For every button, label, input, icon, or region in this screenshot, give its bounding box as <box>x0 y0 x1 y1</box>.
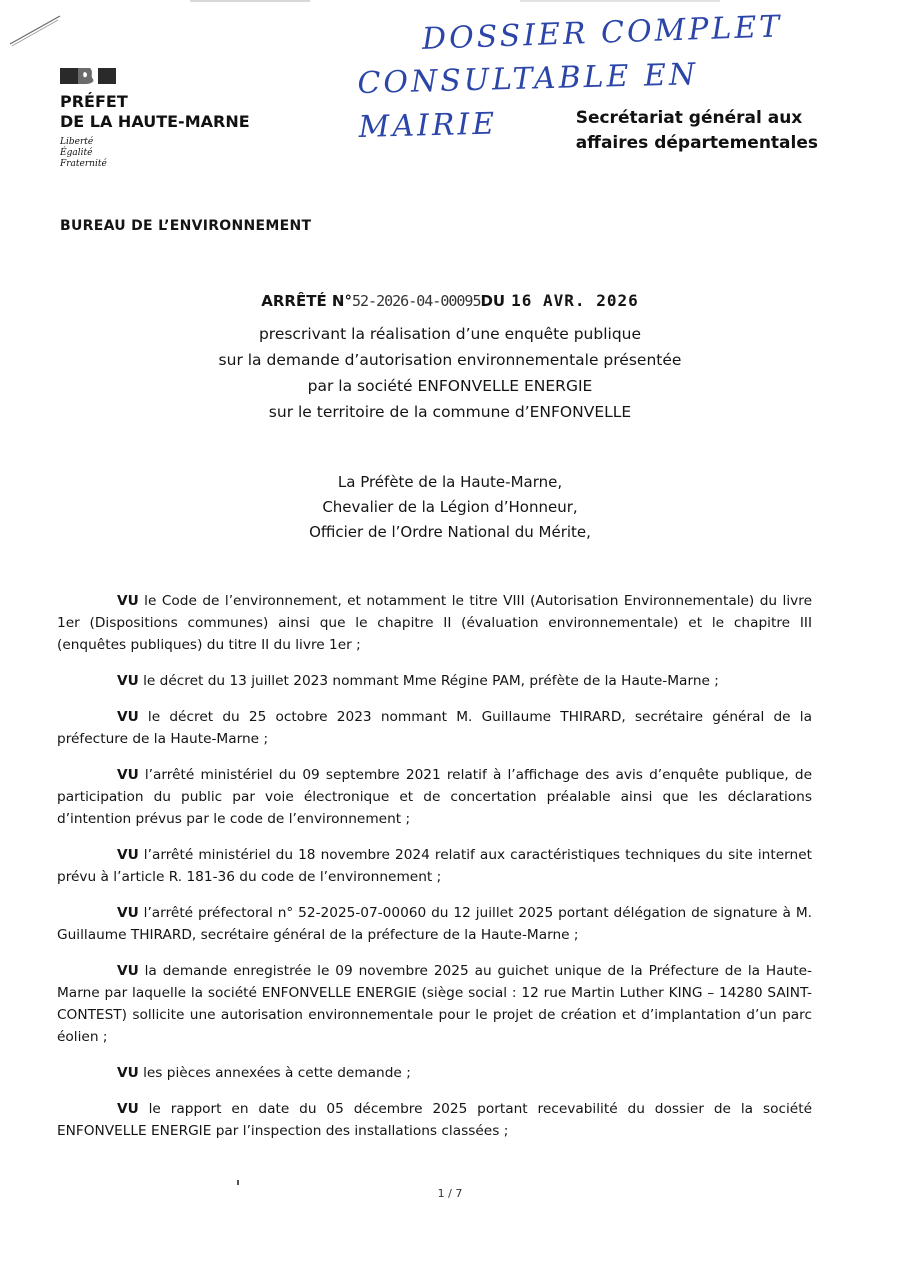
visa-keyword: VU <box>117 1101 139 1117</box>
arrete-number: 52-2026-04-00095 <box>351 292 481 310</box>
visa-paragraph <box>57 960 812 1048</box>
authority-line: Chevalier de la Légion d’Honneur, <box>322 498 578 516</box>
visa-text: l’arrêté ministériel du 18 novembre 2024 relatif aux caractéristiques techniques du site internet prévu à l’article R. 181-36 du code de l’environnement ; <box>57 847 812 885</box>
visa-keyword: VU <box>117 767 139 783</box>
visa-text: la demande enregistrée le 09 novembre 2025 au guichet unique de la Préfecture de la Haute-Marne par laquelle la société ENFONVELLE ENERGIE (siège social : 12 rue Martin Luther KING – 14280 SAINT-CONTEST) sollicite une autorisation environnementale pour le projet de création et d’implantation d’un parc éolien ; <box>57 963 812 1045</box>
visa-keyword: VU <box>117 593 139 609</box>
visa-text: le Code de l’environnement, et notamment le titre VIII (Autorisation Environnementale) du livre 1er (Dispositions communes) ainsi que le chapitre II (évaluation environnementale) et le chapitre III (enquêtes publiques) du titre II du livre 1er ; <box>57 593 812 653</box>
motto-word: Égalité <box>60 148 93 158</box>
page-number: 1 / 7 <box>437 1187 463 1200</box>
secretariat-line: Secrétariat général aux <box>575 108 803 128</box>
subtitle-line: sur le territoire de la commune d’ENFONVELLE <box>268 403 632 421</box>
visa-keyword: VU <box>117 709 139 725</box>
bureau-heading: BUREAU DE L’ENVIRONNEMENT <box>60 218 312 234</box>
scan-pen-mark <box>6 10 66 50</box>
visa-keyword: VU <box>117 847 139 863</box>
visa-text: le décret du 25 octobre 2023 nommant M. Guillaume THIRARD, secrétaire général de la préfecture de la Haute-Marne ; <box>57 709 812 747</box>
handwritten-line: DOSSIER COMPLET <box>421 9 783 57</box>
subtitle-line: sur la demande d’autorisation environnementale présentée <box>218 351 682 369</box>
visa-text: l’arrêté ministériel du 09 septembre 2021 relatif à l’affichage des avis d’enquête publique, de participation du public par voie électronique et de concertation préalable ainsi que les déclarations d’intention prévus par le code de l’environnement ; <box>57 767 812 827</box>
visas-list <box>57 590 812 1156</box>
visa-text: les pièces annexées à cette demande ; <box>138 1065 411 1081</box>
visa-paragraph <box>57 1062 812 1084</box>
visa-paragraph <box>57 844 812 888</box>
marianne-emblem-icon <box>60 66 116 86</box>
prefet-line: DE LA HAUTE-MARNE <box>60 112 250 131</box>
secretariat-line: affaires départementales <box>575 133 818 153</box>
visa-paragraph <box>57 764 812 830</box>
arrete-subtitle <box>0 321 900 425</box>
visa-keyword: VU <box>117 1065 139 1081</box>
handwritten-line: CONSULTABLE EN MAIRIE <box>357 57 699 146</box>
visa-text: le rapport en date du 05 décembre 2025 portant recevabilité du dossier de la société ENFONVELLE ENERGIE par l’inspection des installations classées ; <box>57 1101 812 1139</box>
scan-artifact <box>520 0 720 2</box>
visa-text: le décret du 13 juillet 2023 nommant Mme Régine PAM, préfète de la Haute-Marne ; <box>138 673 719 689</box>
visa-paragraph <box>57 1098 812 1142</box>
subtitle-line: par la société ENFONVELLE ENERGIE <box>307 377 593 395</box>
visa-keyword: VU <box>117 963 139 979</box>
visa-text: l’arrêté préfectoral n° 52-2025-07-00060 du 12 juillet 2025 portant délégation de signature à M. Guillaume THIRARD, secrétaire général de la préfecture de la Haute-Marne ; <box>57 905 812 943</box>
visa-keyword: VU <box>117 673 139 689</box>
prefet-name <box>60 92 250 132</box>
scan-artifact <box>237 1180 239 1185</box>
visa-paragraph <box>57 670 812 692</box>
motto-word: Fraternité <box>60 159 107 169</box>
authority-block <box>0 470 900 545</box>
visa-paragraph <box>57 590 812 656</box>
authority-line: La Préfète de la Haute-Marne, <box>337 473 563 491</box>
prefet-line: PRÉFET <box>60 92 128 111</box>
visa-keyword: VU <box>117 905 139 921</box>
arrete-prefix: ARRÊTÉ N° <box>261 292 352 310</box>
authority-line: Officier de l’Ordre National du Mérite, <box>309 523 591 541</box>
republic-motto <box>60 137 250 170</box>
scan-artifact <box>190 0 310 2</box>
date-stamp: 16 AVR. 2026 <box>511 291 639 310</box>
arrete-title <box>0 291 900 310</box>
prefecture-logo <box>60 66 250 170</box>
subtitle-line: prescrivant la réalisation d’une enquête publique <box>258 325 642 343</box>
secretariat-heading <box>576 106 818 156</box>
arrete-du: DU <box>480 292 506 310</box>
visa-paragraph <box>57 706 812 750</box>
motto-word: Liberté <box>60 137 94 147</box>
visa-paragraph <box>57 902 812 946</box>
